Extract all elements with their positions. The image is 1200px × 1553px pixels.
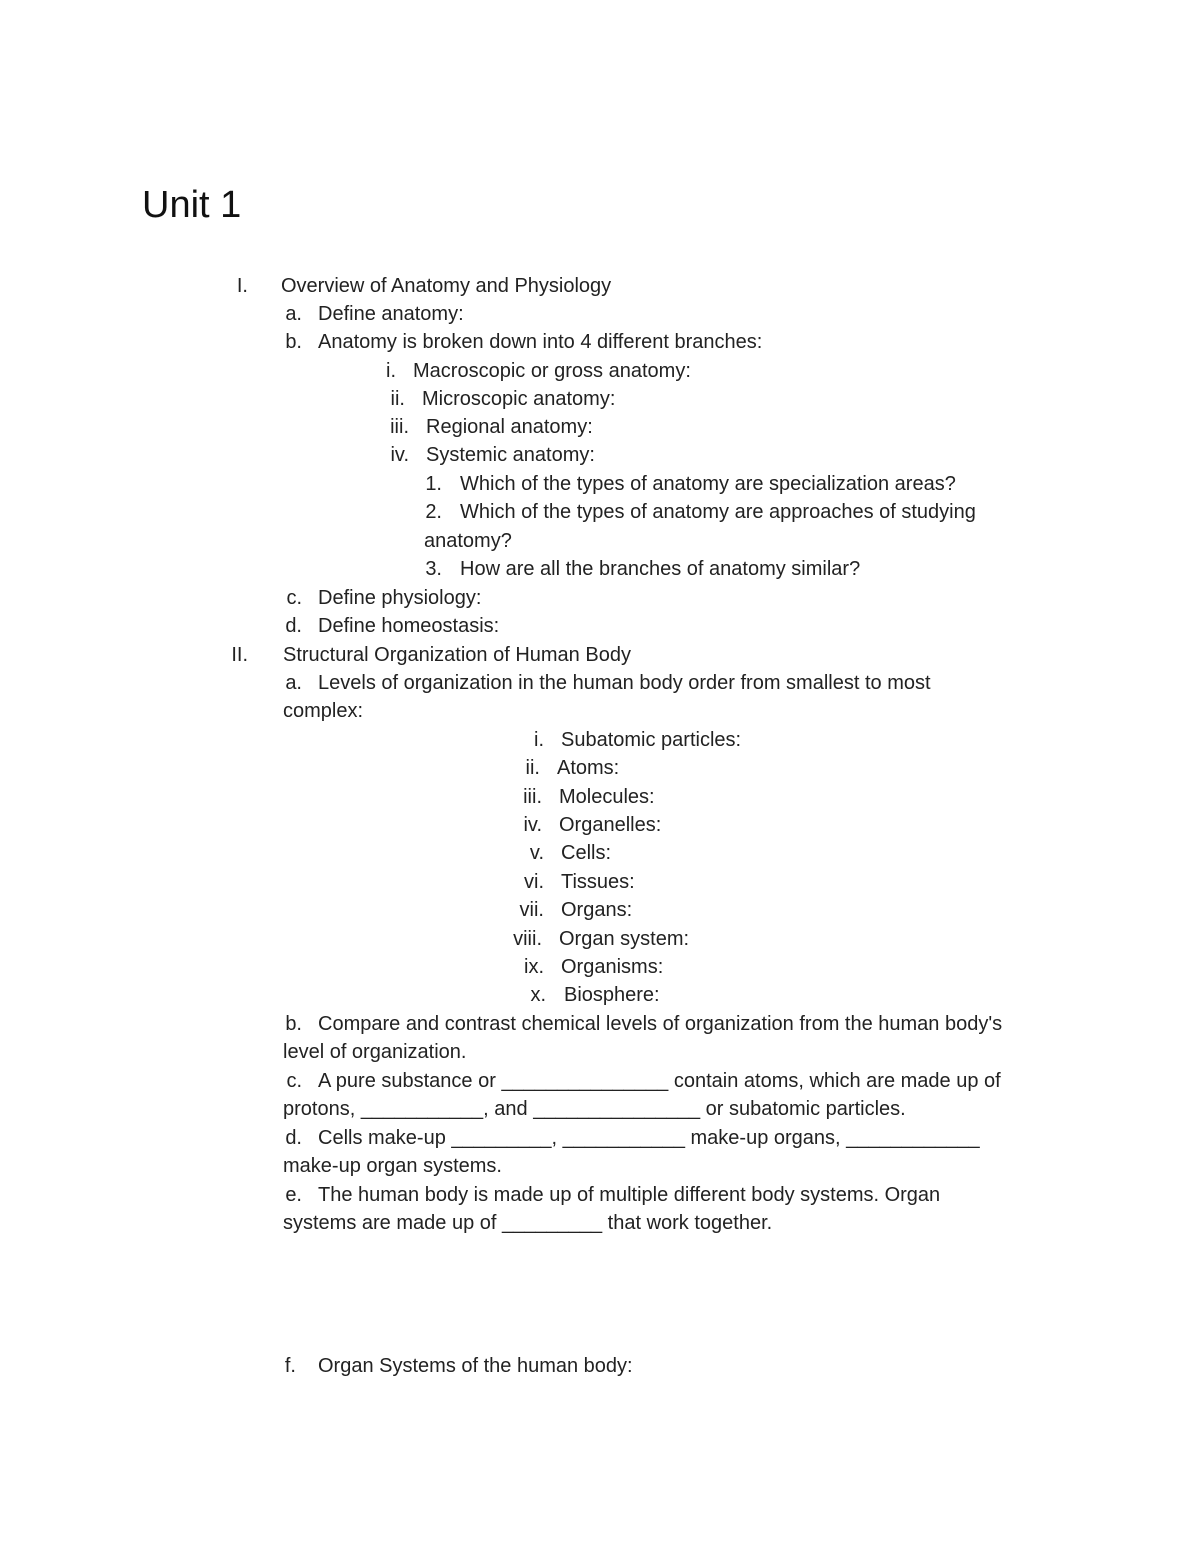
section-marker: I. [236,275,248,297]
item-marker: iv. [523,814,542,836]
item-text: Define homeostasis: [318,615,500,637]
item-text: Which of the types of anatomy are approaches of studying [460,501,976,523]
item-marker: iii. [523,786,542,808]
item-marker: b. [285,331,302,353]
item-marker: viii. [513,928,542,950]
item-marker: a. [285,303,302,325]
page-title: Unit 1 [142,184,242,226]
item-marker: v. [529,842,544,864]
item-text: Levels of organization in the human body order from smallest to most [318,672,931,694]
item-marker: iv. [390,444,409,466]
item-text: Organisms: [561,956,664,978]
item-text: Which of the types of anatomy are specialization areas? [460,473,956,495]
item-text: Compare and contrast chemical levels of organization from the human body's [318,1013,1003,1035]
item-marker: ix. [524,956,544,978]
item-text: Define physiology: [318,587,482,609]
item-marker: vi. [524,871,544,893]
item-text: Cells: [561,842,612,864]
item-text: systems are made up of _________ that work together. [283,1212,773,1234]
item-text: Subatomic particles: [561,729,742,751]
item-marker: d. [285,1127,302,1149]
item-marker: f. [284,1355,296,1377]
item-marker: a. [285,672,302,694]
item-text: Define anatomy: [318,303,464,325]
item-text: anatomy? [424,530,512,552]
item-text: Molecules: [559,786,655,808]
item-marker: vii. [519,899,544,921]
item-marker: 2. [425,501,442,523]
item-marker: i. [534,729,544,751]
item-marker: iii. [390,416,409,438]
item-marker: e. [285,1184,302,1206]
item-text: Organ system: [559,928,690,950]
item-marker: 1. [425,473,442,495]
item-text: Macroscopic or gross anatomy: [413,360,691,382]
item-text: Biosphere: [564,984,660,1006]
item-text: Microscopic anatomy: [422,388,616,410]
item-text: The human body is made up of multiple different body systems. Organ [318,1184,941,1206]
item-text: Atoms: [557,757,620,779]
item-text: Cells make-up _________, ___________ make-up organs, ____________ [318,1127,980,1149]
item-marker: c. [286,587,302,609]
item-text: How are all the branches of anatomy similar? [460,558,861,580]
section-marker: II. [231,644,248,666]
item-marker: ii. [390,388,405,410]
item-text: Systemic anatomy: [426,444,595,466]
item-text: protons, ___________, and _______________ or subatomic particles. [283,1098,906,1120]
item-marker: x. [530,984,546,1006]
item-marker: b. [285,1013,302,1035]
section-title: Overview of Anatomy and Physiology [281,275,612,297]
item-text: level of organization. [283,1041,467,1063]
item-text: Organs: [561,899,633,921]
item-marker: ii. [525,757,540,779]
item-text: Organelles: [559,814,662,836]
item-text: Anatomy is broken down into 4 different branches: [318,331,763,353]
item-marker: d. [285,615,302,637]
item-marker: 3. [425,558,442,580]
item-marker: c. [286,1070,302,1092]
item-text: Organ Systems of the human body: [318,1355,633,1377]
item-text: A pure substance or _______________ contain atoms, which are made up of [318,1070,1001,1092]
item-text: make-up organ systems. [283,1155,502,1177]
item-text: Tissues: [561,871,635,893]
item-text: Regional anatomy: [426,416,593,438]
item-text: complex: [283,700,364,722]
section-title: Structural Organization of Human Body [283,644,631,666]
item-marker: i. [386,360,396,382]
